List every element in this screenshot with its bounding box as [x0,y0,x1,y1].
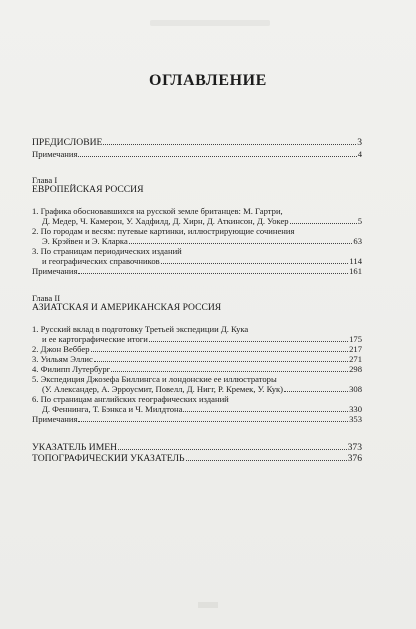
toc-entry-name-index [32,443,362,453]
entry-page: 376 [347,454,362,464]
leader-dots [284,391,348,392]
entry-page: 161 [349,266,362,276]
leader-dots [94,361,348,362]
toc-entry-ch2-item3 [32,354,362,364]
chapter2-title: АЗИАТСКАЯ И АМЕРИКАНСКАЯ РОССИЯ [32,302,222,313]
toc-entry-preface [32,138,362,148]
faint-header-mark [150,20,270,26]
entry-text: Примечания [32,414,78,424]
toc-entry-ch1-item1 [42,216,362,226]
leader-dots [183,411,348,412]
ch2-item5-line1: 5. Экспедиция Джозефа Биллингса и лондонские ее иллюстраторы [32,374,277,384]
entry-page: 114 [349,256,362,266]
entry-text: Д. Феннинга, Т. Бэнкса и Ч. Милдтона [42,404,183,414]
leader-dots [78,421,348,422]
entry-page: 308 [349,384,362,394]
ch1-item3-line1: 3. По страницам периодических изданий [32,246,182,256]
leader-dots [78,273,348,274]
entry-text: (У. Александер, А. Эрроусмит, Повелл, Д. Нигг, Р. Кремек, У. Кук) [42,384,284,394]
toc-entry-ch2-item6 [42,404,362,414]
ch1-item1-line1: 1. Графика обосновавшихся на русской земле британцев: М. Гартри, [32,206,283,216]
entry-page: 63 [353,236,362,246]
leader-dots [290,223,357,224]
entry-page: 298 [349,364,362,374]
entry-text: 4. Филипп Лутербург [32,364,111,374]
entry-page: 4 [357,149,362,159]
toc-entry-topographic-index [32,454,362,464]
entry-text: Э. Крэйвен и Э. Кларка [42,236,128,246]
leader-dots [149,341,348,342]
entry-text: 3. Уильям Эллис [32,354,93,364]
entry-page: 175 [349,334,362,344]
entry-text: и ее картографические итоги [42,334,148,344]
entry-page: 353 [349,414,362,424]
leader-dots [186,460,347,461]
entry-text: Примечания [32,149,78,159]
entry-page: 5 [357,216,362,226]
ch1-item2-line1: 2. По городам и весям: путевые картинки, иллюстрирующие сочинения [32,226,295,236]
entry-text: 2. Джон Веббер [32,344,90,354]
entry-text: и географических справочников [42,256,160,266]
entry-text: УКАЗАТЕЛЬ ИМЕН [32,443,118,453]
page-title: ОГЛАВЛЕНИЕ [149,72,267,89]
entry-page: 217 [349,344,362,354]
chapter1-label: Глава I [32,175,58,185]
ch2-item1-line1: 1. Русский вклад в подготовку Третьей экспедиции Д. Кука [32,324,249,334]
entry-page: 330 [349,404,362,414]
entry-text: ПРЕДИСЛОВИЕ [32,138,103,148]
toc-entry-preface-notes [32,149,362,159]
leader-dots [161,263,349,264]
toc-entry-ch1-item3 [42,256,362,266]
entry-text: ТОПОГРАФИЧЕСКИЙ УКАЗАТЕЛЬ [32,454,185,464]
entry-text: Примечания [32,266,78,276]
toc-entry-ch2-item5 [42,384,362,394]
toc-entry-ch1-notes [32,266,362,276]
entry-page: 271 [349,354,362,364]
toc-entry-ch2-item1 [42,334,362,344]
faint-page-number [198,602,218,608]
toc-entry-ch2-item2 [32,344,362,354]
chapter2-label: Глава II [32,293,61,303]
leader-dots [129,243,353,244]
entry-text: Д. Медер, Ч. Камерон, У. Хадфилд, Д. Хирн, Д. Аткинсон, Д. Уокер [42,216,289,226]
leader-dots [91,351,349,352]
ch2-item6-line1: 6. По страницам английских географических изданий [32,394,229,404]
toc-entry-ch2-notes [32,414,362,424]
leader-dots [103,144,356,145]
toc-entry-ch1-item2 [42,236,362,246]
entry-page: 373 [347,443,362,453]
toc-entry-ch2-item4 [32,364,362,374]
leader-dots [111,371,348,372]
entry-page: 3 [357,138,362,148]
leader-dots [78,156,356,157]
chapter1-title: ЕВРОПЕЙСКАЯ РОССИЯ [32,184,144,195]
leader-dots [118,449,347,450]
